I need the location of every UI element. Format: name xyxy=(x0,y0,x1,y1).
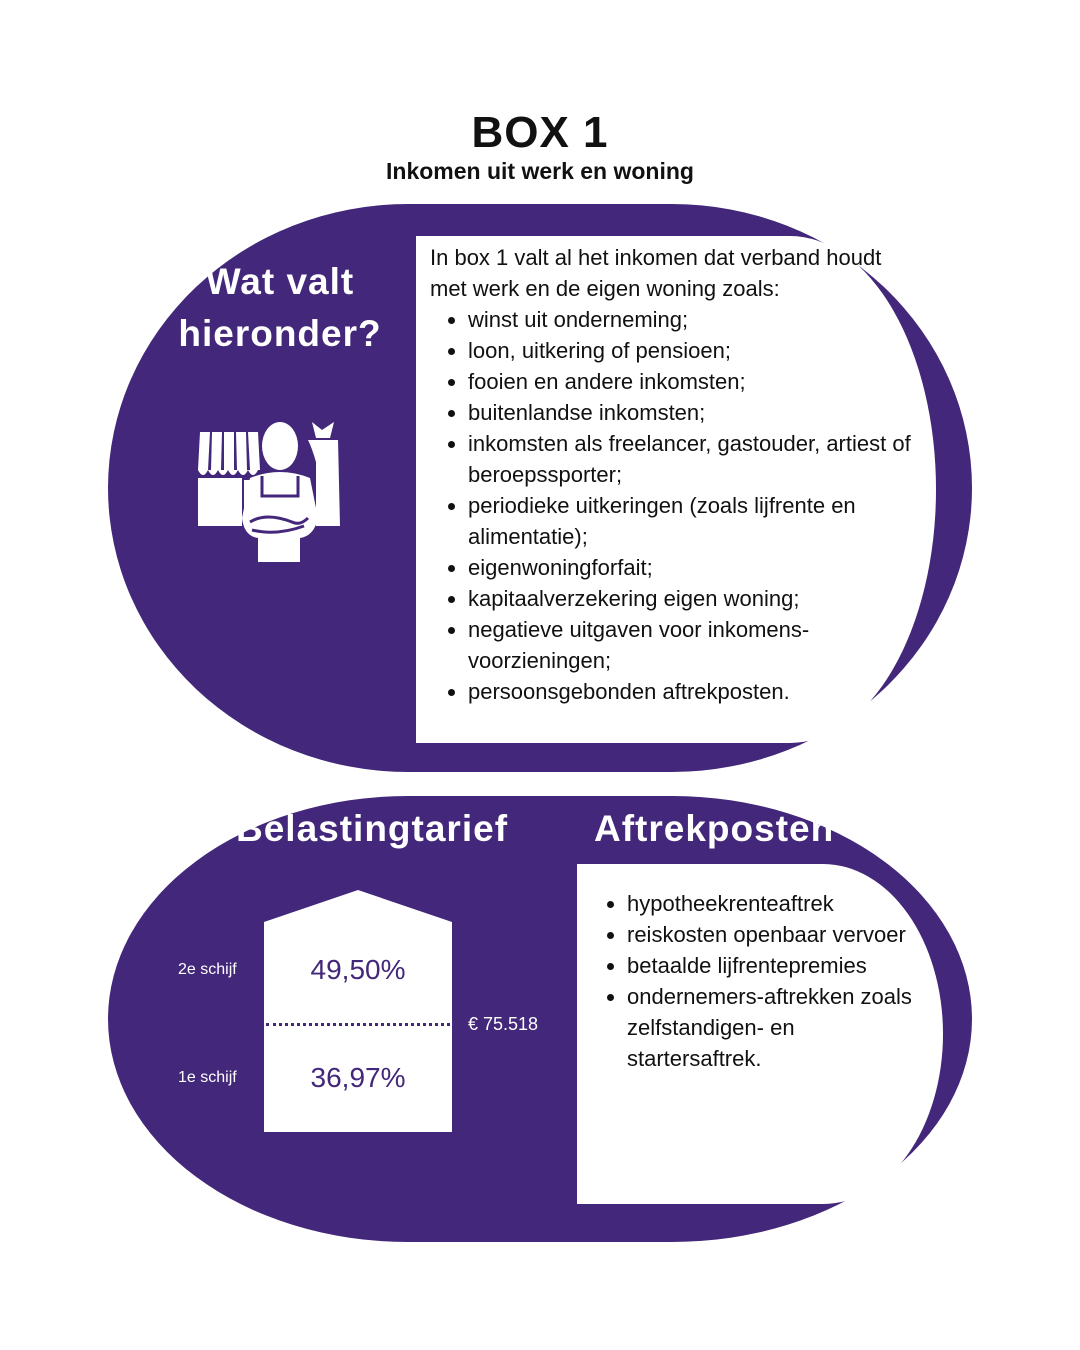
list-item: • betaalde lijfrentepremies xyxy=(627,950,933,981)
bracket-2-rate: 49,50% xyxy=(310,954,406,985)
awning-icon xyxy=(198,432,260,470)
bag-icon xyxy=(312,422,334,438)
bracket-1-rate: 36,97% xyxy=(310,1062,406,1093)
bracket-2-label: 2e schijf xyxy=(178,961,237,978)
bracket-1-label: 1e schijf xyxy=(178,1069,237,1086)
list-item: • persoonsgebonden aftrekposten. xyxy=(468,676,916,707)
question-heading xyxy=(170,256,390,360)
list-item: • fooien en andere inkomsten; xyxy=(468,366,916,397)
list-item: • eigenwoningforfait; xyxy=(468,552,916,583)
question-line-2: hieronder? xyxy=(178,313,382,354)
list-item: • periodieke uitkeringen (zoals lijfrente en alimentatie); xyxy=(468,490,916,552)
page-subtitle: Inkomen uit werk en woning xyxy=(386,158,694,184)
tax-rate-title: Belastingtarief xyxy=(236,808,509,849)
page-title: BOX 1 xyxy=(471,108,609,157)
shopkeeper-icon xyxy=(196,418,342,564)
list-item: • inkomsten als freelancer, gastouder, artiest of beroepssporter; xyxy=(468,428,916,490)
what-falls-under-card xyxy=(416,236,936,743)
deductions-list xyxy=(589,888,933,1074)
list-item: • reiskosten openbaar vervoer xyxy=(627,919,933,950)
list-item: • hypotheekrenteaftrek xyxy=(627,888,933,919)
list-item: • ondernemers-aftrekken zoals zelfstandigen- en startersaftrek. xyxy=(627,981,933,1074)
list-item: • winst uit onderneming; xyxy=(468,304,916,335)
list-item: • loon, uitkering of pensioen; xyxy=(468,335,916,366)
bracket-threshold: € 75.518 xyxy=(468,1014,539,1034)
intro-line-1: In box 1 valt al het inkomen dat verband houdt xyxy=(430,245,882,270)
bracket-divider xyxy=(266,1023,450,1026)
list-item: • buitenlandse inkomsten; xyxy=(468,397,916,428)
question-line-1: Wat valt xyxy=(205,261,355,302)
income-list xyxy=(430,304,916,707)
deductions-card xyxy=(577,864,943,1204)
list-item: • negatieve uitgaven voor inkomens-voorzieningen; xyxy=(468,614,916,676)
tax-house-shape xyxy=(264,890,452,1132)
deductions-title: Aftrekposten xyxy=(594,808,835,849)
intro-line-2: met werk en de eigen woning zoals: xyxy=(430,276,780,301)
list-item: • kapitaalverzekering eigen woning; xyxy=(468,583,916,614)
